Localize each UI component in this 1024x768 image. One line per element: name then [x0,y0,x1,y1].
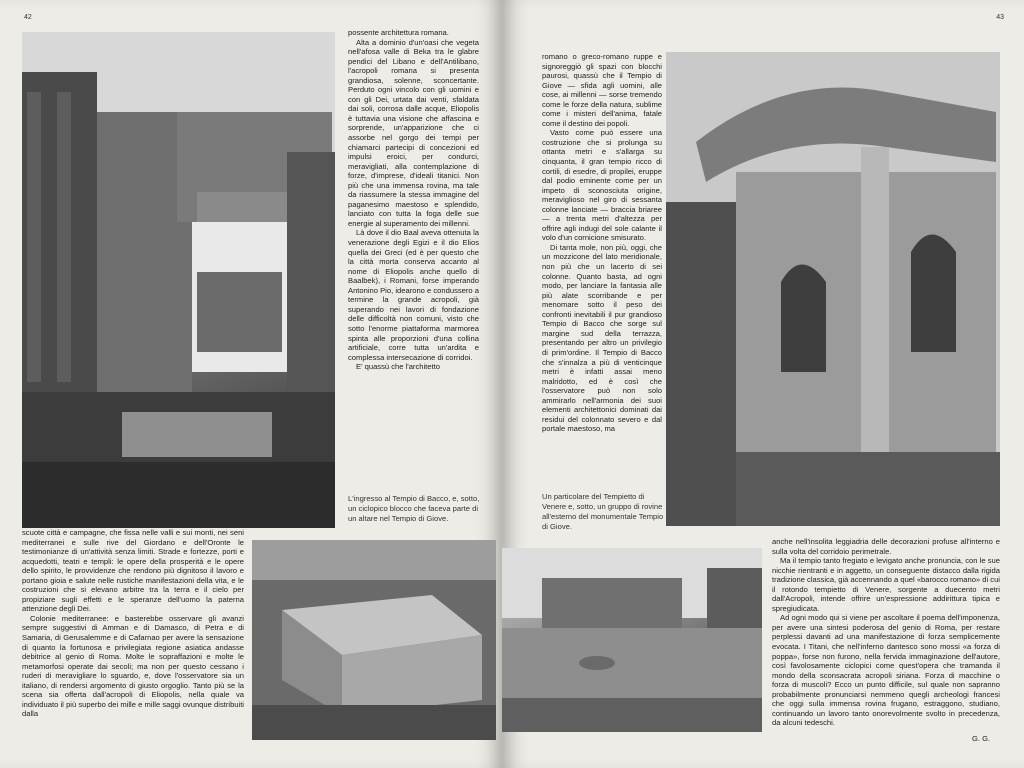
photo-temple-of-bacchus-entrance [22,32,335,528]
left-page [0,0,502,768]
article-column-right-page [542,52,662,488]
paragraph: E' quassù che l'architetto [356,362,440,372]
paragraph: Là dove il dio Baal aveva ottenuta la venerazione degli Egizi e il dio Elios quella dei Greci (ed è per questo che la città morta conserva accanto al nome di Eliopolis anche quello di Baalbek), i Romani, forse imperando Antonino Pio, idearono e condussero a termine la grande acropoli, già superando nei lavori di fondazione delle difficoltà non comuni, visto che sotto l'enorme piattaforma marmorea spinta alle proporzioni d'una collina artificiale, corre tutta un'ardita e complessa intersecazione di corridoi. [348,228,479,362]
temple-entrance-illustration [22,32,335,528]
photo-ruins-temple-of-jupiter [502,548,762,732]
photo-caption-left: L'ingresso al Tempio di Bacco, e, sotto, un ciclopico blocco che faceva parte di un altare nel Tempio di Giove. [348,494,480,523]
photo-caption-right: Un particolare del Tempietto di Venere e, sotto, un gruppo di rovine all'esterno del monumentale Tempio di Giove. [542,492,664,531]
paragraph: Ma il tempio tanto fregiato e levigato anche pronuncia, con le sue nicchie rientranti e in aggetto, un conseguente distacco dalla rigida tradizione classica, già accennando a quel «barocco romano» di cui il rotondo tempietto di Venere, sorgente a duecento metri dall'Acropoli, intende offrire un'espressione addirittura tipica e spregiudicata. [772,556,1000,613]
paragraph: Colonie mediterranee: e basterebbe osservare gli avanzi sempre suggestivi di Amman e di Damasco, di Petra e di Samaria, di Gerusalemme e di Cafarnao per avere la sensazione di quanto la fortunosa e privilegiata regione asiatica andasse debitrice al genio di Roma. Molte le sopraffazioni e molte le metamorfosi operate dai secoli; ma non per questo cessano i ruderi di meravigliare lo sguardo, e, dove l'osservatore sia un italiano, di rendersi argomento di giusto orgoglio. Tanto più se la scena sia offerta dall'acropoli di Eliopolis, nella quale va individuato il più superbo dei mille e mille saggi ovunque distribuiti dalla [22,613,244,719]
paragraph: anche nell'insolita leggiadria delle decorazioni profuse all'interno e sulla volta del corridoio perimetrale. [772,537,1000,556]
article-column-bottom-right [772,537,1000,732]
stone-block-illustration [252,540,496,740]
temple-of-venus-illustration [666,52,1000,526]
page-number-right: 43 [996,14,1004,21]
paragraph: scuote città e campagne, che fissa nelle valli e sui monti, nei seni mediterranei e sulle rive del Giordano e dell'Oronte le testimonianze di un'attività senza limiti. Strade e fortezze, porti e acquedotti, teatri e templi: le opere della prosperità e le opere dello spirito, le provvidenze che rendono più dignitoso il lavoro e portano gioia e salute nelle rustiche manifestazioni della vita, e le costruzioni che si elevano arbitre tra la terra e il cielo per propiziare sugli effetti e le speranze dell'uomo la paterna attenzione degli Dei. [22,528,244,614]
right-page [502,0,1024,768]
paragraph: possente architettura romana. [348,28,449,37]
paragraph: Vasto come può essere una costruzione che si prolunga su ottanta metri e s'allarga su cinquanta, il gran tempio ricco di cortili, di esedre, di propilei, eruppe dal podio eminente come per un impeto di sconosciuta origine, meraviglioso nel giro di sessanta colonne lanciate — braccia briaree — a trenta metri d'altezza per offrire agli indugi del sole calante il volo d'un cornicione smisurato. [542,128,662,243]
article-column-left-page [348,28,479,486]
paragraph: romano o greco-romano ruppe e signoreggiò gli spazi con blocchi paurosi, quassù che il Tempio di Giove — sfida agli uomini, alle cose, ai millenni — sorse tremendo come le forze della natura, sublime come i misteri dell'anima, fatale come il destino dei popoli. [542,52,662,128]
paragraph: Ad ogni modo qui si viene per ascoltare il poema dell'imponenza, per avere una sintesi poderosa del genio di Roma, per restare perplessi davanti ad una manifestazione di forza semplicemente evocata. I Titani, che nell'inferno dantesco sono mossi «a forza di poppa», forse non furono, nella fervida immaginazione dell'autore, così favolosamente ciclopici come quest'opera che tramanda il mondo della sconsacrata acropoli siriana. Forza di macchine o forza di muscoli? Ecco un punto difficile, sul quale non sapranno probabilmente pronunciarsi nemmeno quegli archeologi francesi che oggi sulla immensa rovina frugano, estraggono, studiano, continuando un lavoro tanto onorevolmente svolto in precedenza, da alcuni tedeschi. [772,613,1000,728]
paragraph: Di tanta mole, non più, oggi, che un mozzicone del lato meridionale, non più che un lacerto di sei colonne. Quanto basta, ad ogni modo, per lanciare la fantasia alle più alate scorribande e per menomare sotto il peso dei confronti inevitabili il pur grandioso Tempio di Bacco che sorge sul margine sud della terrazza, presentando per altro un privilegio di prim'ordine. Il Tempio di Bacco che s'innalza a più di venticinque metri è infatti assai meno malridotto, ed è così che l'osservatore può non solo ammirarlo nell'armonia dei suoi elementi architettonici dominati dai residui del colonnato severo e dal portale maestoso, ma [542,242,662,434]
author-signature: G. G. [972,734,991,743]
photo-cyclopean-block [252,540,496,740]
ruins-landscape-illustration [502,548,762,732]
photo-temple-of-venus [666,52,1000,526]
paragraph: Alta a dominio d'un'oasi che vegeta nell'afosa valle di Beka tra le glabre pendici del Libano e dell'Antilibano, l'acropoli romana si presenta grandiosa, solenne, sconcertante. Perduto ogni vincolo con gli uomini e con gli Dei, urtata dai venti, sfaldata dai soli, corrosa dalle acque, Eliopolis è tuttavia una visione che affascina e sorprende, un'apparizione che ci assorbe nel gorgo dei tempi per chiamarci partecipi di concezioni ed impulsi eroici, per condurci, meravigliati, alla contemplazione di forze, d'imprese, d'ideali titanici. Non più che una immensa rovina, ma tale da riassumere la stessa immagine del paganesimo maestoso e splendido, lanciato con tutta la foga delle sue energie al superamento dei millenni. [348,37,479,228]
article-column-bottom-left [22,528,244,732]
page-number-left: 42 [24,14,32,21]
